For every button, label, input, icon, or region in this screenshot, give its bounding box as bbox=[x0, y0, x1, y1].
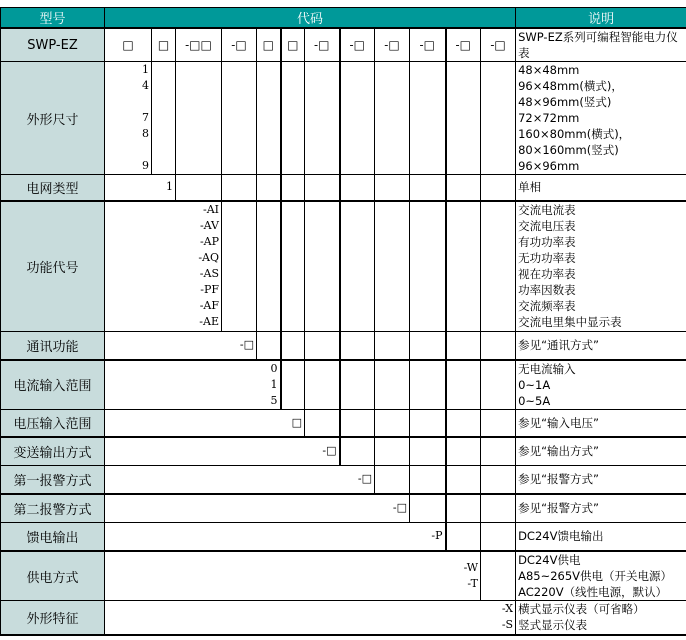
empty-cell bbox=[375, 360, 410, 410]
empty-cell bbox=[481, 332, 516, 360]
empty-cell bbox=[481, 522, 516, 551]
row-code: -□ bbox=[105, 437, 340, 465]
row-label: 变送输出方式 bbox=[1, 437, 105, 465]
empty-cell bbox=[222, 62, 257, 175]
code-slot: -□ bbox=[222, 28, 257, 62]
model-code-table bbox=[0, 7, 686, 636]
row-label: 功能代号 bbox=[1, 201, 105, 332]
header-row bbox=[1, 8, 686, 29]
row-label: 电流输入范围 bbox=[1, 360, 105, 410]
empty-cell bbox=[222, 175, 257, 201]
code-slot: □ bbox=[105, 28, 152, 62]
empty-cell bbox=[410, 175, 446, 201]
empty-cell bbox=[340, 437, 375, 465]
table-row bbox=[1, 601, 686, 635]
empty-cell bbox=[340, 332, 375, 360]
row-code: -□ bbox=[105, 465, 375, 494]
empty-cell bbox=[410, 437, 446, 465]
row-label: 外形尺寸 bbox=[1, 62, 105, 175]
row-desc: DC24V供电 A85~265V供电（开关电源） AC220V（线性电源，默认） bbox=[516, 551, 686, 601]
row-code: 1 bbox=[105, 175, 176, 201]
empty-cell bbox=[305, 175, 340, 201]
empty-cell bbox=[375, 409, 410, 437]
row-desc: 参见“输入电压” bbox=[516, 409, 686, 437]
empty-cell bbox=[481, 465, 516, 494]
empty-cell bbox=[340, 62, 375, 175]
row-label: 供电方式 bbox=[1, 551, 105, 601]
empty-cell bbox=[446, 409, 481, 437]
code-slot: -□ bbox=[305, 28, 340, 62]
empty-cell bbox=[446, 494, 481, 522]
empty-cell bbox=[305, 201, 340, 332]
code-slot: □ bbox=[257, 28, 281, 62]
empty-cell bbox=[257, 201, 281, 332]
row-label: 馈电输出 bbox=[1, 522, 105, 551]
row-code: 0 1 5 bbox=[105, 360, 281, 410]
empty-cell bbox=[281, 201, 305, 332]
code-slot: -□□ bbox=[176, 28, 222, 62]
empty-cell bbox=[375, 437, 410, 465]
empty-cell bbox=[281, 360, 305, 410]
code-slot: □ bbox=[152, 28, 176, 62]
row-desc: 横式显示仪表（可省略） 竖式显示仪表 bbox=[516, 601, 686, 635]
table-row bbox=[1, 551, 686, 601]
empty-cell bbox=[257, 332, 281, 360]
empty-cell bbox=[305, 409, 340, 437]
code-slot: -□ bbox=[481, 28, 516, 62]
row-desc: 无电流输入 0~1A 0~5A bbox=[516, 360, 686, 410]
empty-cell bbox=[446, 175, 481, 201]
table-row bbox=[1, 360, 686, 410]
empty-cell bbox=[410, 465, 446, 494]
empty-cell bbox=[481, 494, 516, 522]
empty-cell bbox=[446, 522, 481, 551]
row-label: 外形特征 bbox=[1, 601, 105, 635]
row-code: -P bbox=[105, 522, 446, 551]
table-row bbox=[1, 332, 686, 360]
empty-cell bbox=[375, 332, 410, 360]
empty-cell bbox=[446, 62, 481, 175]
empty-cell bbox=[481, 175, 516, 201]
empty-cell bbox=[446, 360, 481, 410]
empty-cell bbox=[176, 62, 222, 175]
empty-cell bbox=[176, 175, 222, 201]
table-row bbox=[1, 522, 686, 551]
row-code: -AI -AV -AP -AQ -AS -PF -AF -AE bbox=[105, 201, 222, 332]
empty-cell bbox=[481, 360, 516, 410]
empty-cell bbox=[481, 551, 516, 601]
row-code: -X -S bbox=[105, 601, 516, 635]
empty-cell bbox=[446, 332, 481, 360]
row-desc: DC24V馈电输出 bbox=[516, 522, 686, 551]
row-code: -W -T bbox=[105, 551, 481, 601]
empty-cell bbox=[340, 175, 375, 201]
row-desc: 交流电流表 交流电压表 有功功率表 无功功率表 视在功率表 功率因数表 交流频率表 交流电里集中显示表 bbox=[516, 201, 686, 332]
empty-cell bbox=[481, 201, 516, 332]
empty-cell bbox=[410, 360, 446, 410]
empty-cell bbox=[410, 201, 446, 332]
empty-cell bbox=[152, 62, 176, 175]
row-code: 1 4 7 8 9 bbox=[105, 62, 152, 175]
empty-cell bbox=[481, 409, 516, 437]
row-desc: 48×48mm 96×48mm(横式)， 48×96mm(竖式) 72×72mm 160×80mm(横式)， 80×160mm(竖式) 96×96mm bbox=[516, 62, 686, 175]
model-label: SWP-EZ bbox=[1, 28, 105, 62]
table-row bbox=[1, 465, 686, 494]
empty-cell bbox=[281, 175, 305, 201]
empty-cell bbox=[446, 201, 481, 332]
row-label: 电压输入范围 bbox=[1, 409, 105, 437]
empty-cell bbox=[305, 332, 340, 360]
empty-cell bbox=[410, 409, 446, 437]
empty-cell bbox=[257, 175, 281, 201]
code-slot: -□ bbox=[340, 28, 375, 62]
row-code: -□ bbox=[105, 332, 257, 360]
empty-cell bbox=[305, 62, 340, 175]
row-label: 电网类型 bbox=[1, 175, 105, 201]
model-desc: SWP-EZ系列可编程智能电力仪表 bbox=[516, 28, 686, 62]
row-label: 通讯功能 bbox=[1, 332, 105, 360]
table-row bbox=[1, 409, 686, 437]
header-model: 型号 bbox=[1, 8, 105, 29]
row-label: 第二报警方式 bbox=[1, 494, 105, 522]
empty-cell bbox=[281, 332, 305, 360]
code-slot: □ bbox=[281, 28, 305, 62]
empty-cell bbox=[305, 360, 340, 410]
table-row bbox=[1, 437, 686, 465]
code-slot: -□ bbox=[446, 28, 481, 62]
table-row bbox=[1, 62, 686, 175]
code-slot: -□ bbox=[375, 28, 410, 62]
empty-cell bbox=[257, 62, 281, 175]
row-desc: 单相 bbox=[516, 175, 686, 201]
row-desc: 参见“报警方式” bbox=[516, 465, 686, 494]
model-row bbox=[1, 28, 686, 62]
header-desc: 说明 bbox=[516, 8, 686, 29]
empty-cell bbox=[481, 437, 516, 465]
empty-cell bbox=[340, 409, 375, 437]
row-code: -□ bbox=[105, 494, 410, 522]
table-row bbox=[1, 494, 686, 522]
empty-cell bbox=[375, 465, 410, 494]
empty-cell bbox=[410, 332, 446, 360]
row-desc: 参见“报警方式” bbox=[516, 494, 686, 522]
empty-cell bbox=[446, 437, 481, 465]
row-desc: 参见“通讯方式” bbox=[516, 332, 686, 360]
row-code: □ bbox=[105, 409, 305, 437]
empty-cell bbox=[222, 201, 257, 332]
row-desc: 参见“输出方式” bbox=[516, 437, 686, 465]
table-row bbox=[1, 175, 686, 201]
empty-cell bbox=[375, 201, 410, 332]
empty-cell bbox=[340, 201, 375, 332]
empty-cell bbox=[446, 465, 481, 494]
empty-cell bbox=[340, 360, 375, 410]
empty-cell bbox=[410, 62, 446, 175]
empty-cell bbox=[481, 62, 516, 175]
row-label: 第一报警方式 bbox=[1, 465, 105, 494]
empty-cell bbox=[410, 494, 446, 522]
header-code: 代码 bbox=[105, 8, 516, 29]
empty-cell bbox=[281, 62, 305, 175]
empty-cell bbox=[375, 62, 410, 175]
table-row bbox=[1, 201, 686, 332]
code-slot: -□ bbox=[410, 28, 446, 62]
empty-cell bbox=[375, 175, 410, 201]
